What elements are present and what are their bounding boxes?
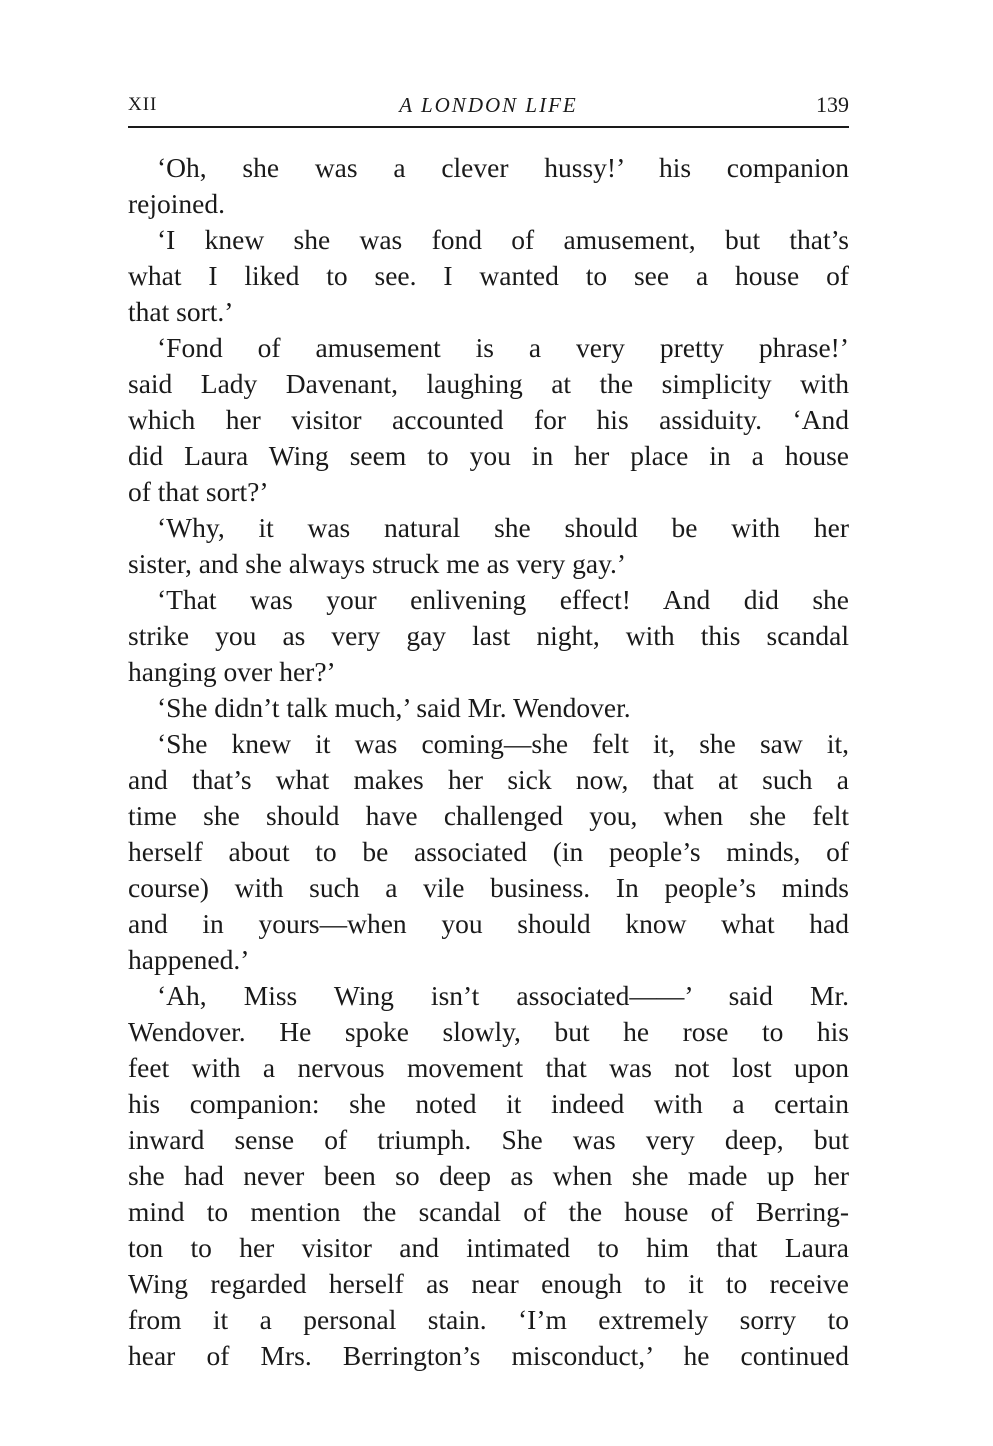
text-line: Wendover. He spoke slowly, but he rose to his <box>128 1016 849 1047</box>
text-line: ‘Fond of amusement is a very pretty phrase!’ <box>157 332 849 363</box>
text-line: course) with such a vile business. In people’s minds <box>128 872 849 903</box>
text-line: said Lady Davenant, laughing at the simplicity with <box>128 368 849 399</box>
text-line: time she should have challenged you, when she felt <box>128 800 849 831</box>
text-line: ‘Oh, she was a clever hussy!’ his companion <box>157 152 849 183</box>
text-line: which her visitor accounted for his assiduity. ‘And <box>128 404 849 435</box>
chapter-number: XII <box>128 94 158 115</box>
text-line: ‘She knew it was coming—she felt it, she saw it, <box>157 728 849 759</box>
text-line: ton to her visitor and intimated to him that Laura <box>128 1232 849 1263</box>
text-line: strike you as very gay last night, with this scandal <box>128 620 849 651</box>
text-line: hanging over her?’ <box>128 656 336 687</box>
page-number: 139 <box>816 92 849 117</box>
book-title: A LONDON LIFE <box>399 93 578 117</box>
book-page <box>128 88 849 1374</box>
text-line: his companion: she noted it indeed with a certain <box>128 1088 849 1119</box>
text-line: from it a personal stain. ‘I’m extremely sorry to <box>128 1304 849 1335</box>
text-line: ‘I knew she was fond of amusement, but that’s <box>157 224 849 255</box>
text-line: did Laura Wing seem to you in her place in a house <box>128 440 849 471</box>
text-line: herself about to be associated (in people’s minds, of <box>128 836 849 867</box>
text-line: happened.’ <box>128 944 250 975</box>
text-line: hear of Mrs. Berrington’s misconduct,’ he continued <box>128 1340 849 1371</box>
text-line: ‘That was your enlivening effect! And did she <box>157 584 849 615</box>
text-line: ‘Ah, Miss Wing isn’t associated——’ said Mr. <box>157 980 849 1011</box>
text-line: feet with a nervous movement that was not lost upon <box>128 1052 849 1083</box>
running-head <box>128 88 849 122</box>
header-rule <box>128 126 849 128</box>
text-line: Wing regarded herself as near enough to it to receive <box>128 1268 849 1299</box>
text-line: mind to mention the scandal of the house of Berring- <box>128 1196 849 1227</box>
text-line: rejoined. <box>128 188 225 219</box>
text-line: she had never been so deep as when she made up her <box>128 1160 849 1191</box>
text-line: ‘Why, it was natural she should be with her <box>157 512 849 543</box>
text-line: and in yours—when you should know what had <box>128 908 849 939</box>
text-line: ‘She didn’t talk much,’ said Mr. Wendover. <box>157 692 631 723</box>
text-line: and that’s what makes her sick now, that at such a <box>128 764 849 795</box>
text-line: that sort.’ <box>128 296 234 327</box>
text-line: what I liked to see. I wanted to see a house of <box>128 260 849 291</box>
text-line: inward sense of triumph. She was very deep, but <box>128 1124 849 1155</box>
body-text <box>128 150 849 1374</box>
text-line: sister, and she always struck me as very gay.’ <box>128 548 627 579</box>
text-line: of that sort?’ <box>128 476 269 507</box>
